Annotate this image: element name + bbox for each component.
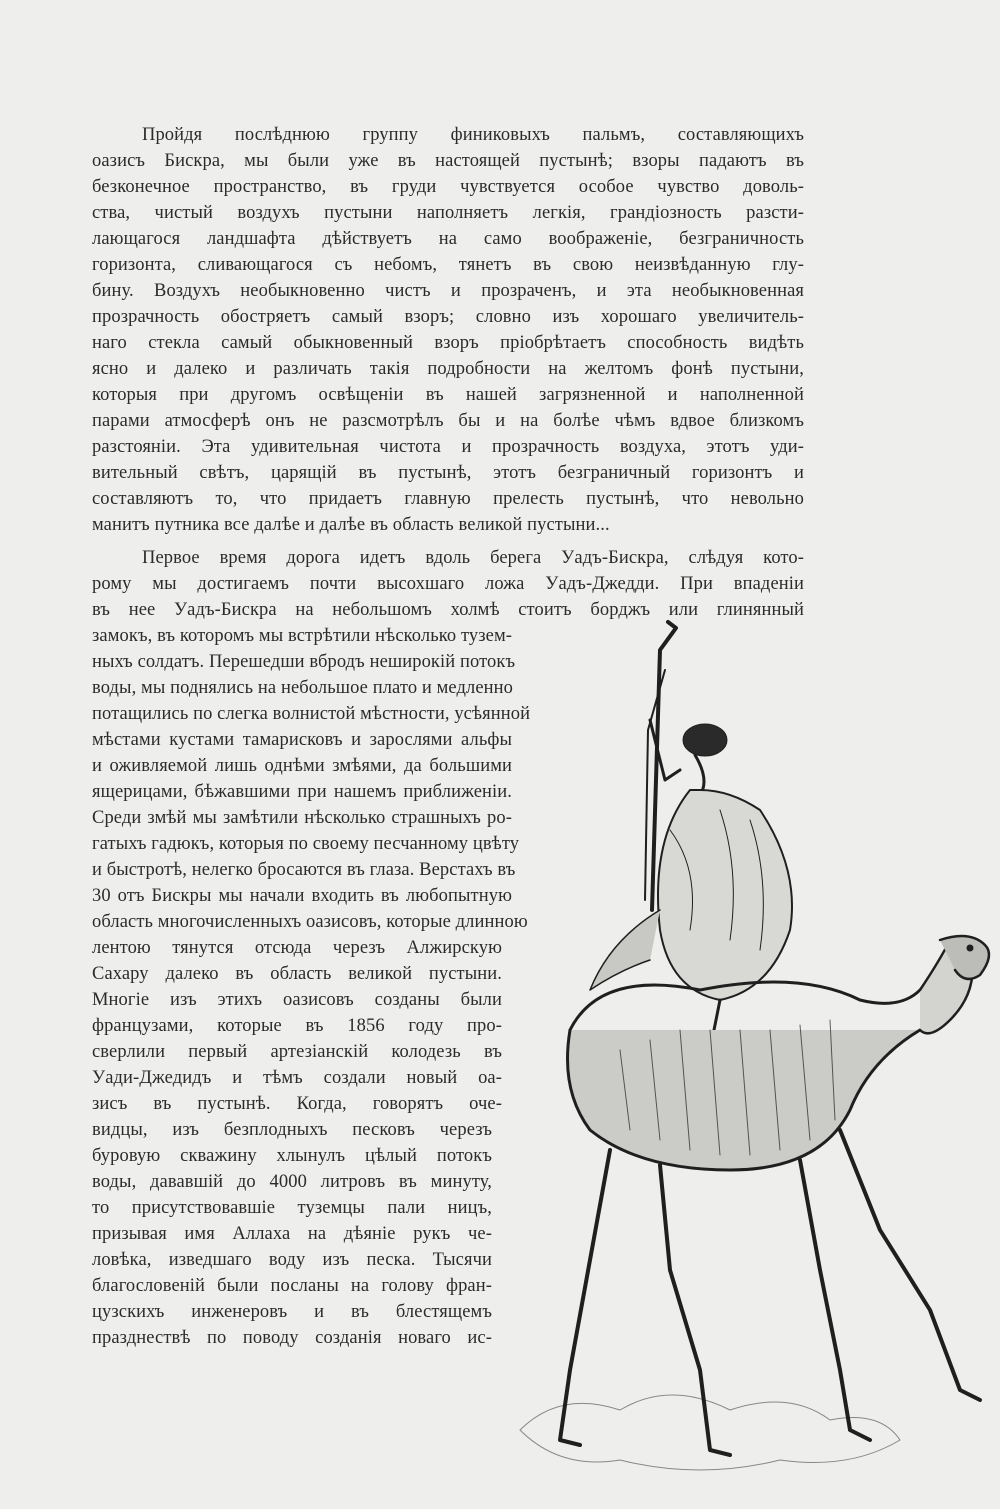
paragraph2-line: мѣстами кустами тамарисковъ и зарослями альфы [92,730,512,750]
paragraph1-line: разстояніи. Эта удивительная чистота и прозрачность воздуха, этотъ уди- [92,437,804,457]
paragraph2-line: зисъ въ пустынѣ. Когда, говорятъ оче- [92,1094,502,1114]
paragraph1-line: наго стекла самый обыкновенный взоръ пріобрѣтаетъ способность видѣть [92,333,804,353]
paragraph2-line: цузскихъ инженеровъ и въ блестящемъ [92,1302,492,1322]
paragraph2-line: потащились по слегка волнистой мѣстности, усѣянной [92,704,531,724]
paragraph2-line: буровую скважину хлынулъ цѣлый потокъ [92,1146,492,1166]
paragraph2-line: Сахару далеко въ область великой пустыни. [92,964,502,984]
paragraph2-line: ловѣка, изведшаго воду изъ песка. Тысячи [92,1250,492,1270]
paragraph2-line: Многіе изъ этихъ оазисовъ созданы были [92,990,502,1010]
paragraph2-line: сверлили первый артезіанскій колодезь въ [92,1042,502,1062]
paragraph1-line: парами атмосферѣ онъ не разсмотрѣлъ бы и на болѣе чѣмъ вдвое близкомъ [92,411,804,431]
paragraph1-line: безконечное пространство, въ груди чувствуется особое чувство доволь- [92,177,804,197]
paragraph1-line: вительный свѣтъ, царящій въ пустынѣ, этотъ безграничный горизонтъ и [92,463,804,483]
paragraph2-line: въ нее Уадъ-Бискра на небольшомъ холмѣ стоитъ борджъ или глинянный [92,600,804,620]
paragraph2-line: воды, мы поднялись на небольшое плато и медленно [92,678,514,698]
paragraph2-line: видцы, изъ безплодныхъ песковъ черезъ [92,1120,492,1140]
camel-rider-illustration [500,610,1000,1500]
paragraph2-line: и быстротѣ, нелегко бросаются въ глаза. Верстахъ въ [92,860,516,880]
paragraph2-line: рому мы достигаемъ почти высохшаго ложа Уадъ-Джедди. При впаденіи [92,574,804,594]
paragraph2-line: Первое время дорога идетъ вдоль берега Уадъ-Бискра, слѣдуя кото- [142,548,804,568]
paragraph1-line: Пройдя послѣднюю группу финиковыхъ пальмъ, составляющихъ [142,125,804,145]
paragraph1-line: лающагося ландшафта дѣйствуетъ на само воображеніе, безграничность [92,229,804,249]
paragraph2-line: гатыхъ гадюкъ, которыя по своему песчанному цвѣту [92,834,520,854]
paragraph1-line: оазисъ Бискра, мы были уже въ настоящей пустынѣ; взоры падаютъ въ [92,151,804,171]
paragraph-1 [92,122,804,538]
paragraph2-line: область многочисленныхъ оазисовъ, которые длинною [92,912,528,932]
paragraph2-line: и оживляемой лишь однѣми змѣями, да большими [92,756,512,776]
paragraph2-line: замокъ, въ которомъ мы встрѣтили нѣсколько тузем- [92,626,513,646]
paragraph2-line: благословеній были посланы на голову фран- [92,1276,492,1296]
paragraph1-line: составляютъ то, что придаетъ главную прелесть пустынѣ, что невольно [92,489,804,509]
paragraph1-line: которыя при другомъ освѣщеніи въ нашей загрязненной и наполненной [92,385,804,405]
paragraph2-line: то присутствовавшіе туземцы пали ницъ, [92,1198,492,1218]
paragraph1-line: бину. Воздухъ необыкновенно чистъ и прозраченъ, и эта необыкновенная [92,281,804,301]
paragraph1-line: прозрачность обостряетъ самый взоръ; словно изъ хорошаго увеличитель- [92,307,804,327]
paragraph2-line: призывая имя Аллаха на дѣяніе рукъ че- [92,1224,492,1244]
paragraph1-line: ясно и далеко и различать такія подробности на желтомъ фонѣ пустыни, [92,359,804,379]
paragraph1-line: горизонта, сливающагося съ небомъ, тянетъ въ свою неизвѣданную глу- [92,255,804,275]
paragraph2-line: 30 отъ Бискры мы начали входить въ любопытную [92,886,512,906]
paragraph2-line: Уади-Джедидъ и тѣмъ создали новый оа- [92,1068,502,1088]
paragraph2-line: лентою тянутся отсюда черезъ Алжирскую [92,938,502,958]
paragraph2-line: празднествѣ по поводу созданія новаго ис- [92,1328,492,1348]
paragraph1-line: ства, чистый воздухъ пустыни наполняетъ легкія, грандіозность разсти- [92,203,804,223]
paragraph2-line: воды, дававшій до 4000 литровъ въ минуту, [92,1172,492,1192]
paragraph2-line: ящерицами, бѣжавшими при нашемъ приближеніи. [92,782,512,802]
paragraph2-line: ныхъ солдатъ. Перешедши вбродъ неширокій потокъ [92,652,516,672]
paragraph2-line: Среди змѣй мы замѣтили нѣсколько страшныхъ ро- [92,808,512,828]
paragraph2-line: французами, которые въ 1856 году про- [92,1016,502,1036]
paragraph1-line: манитъ путника все далѣе и далѣе въ область великой пустыни... [92,515,610,535]
